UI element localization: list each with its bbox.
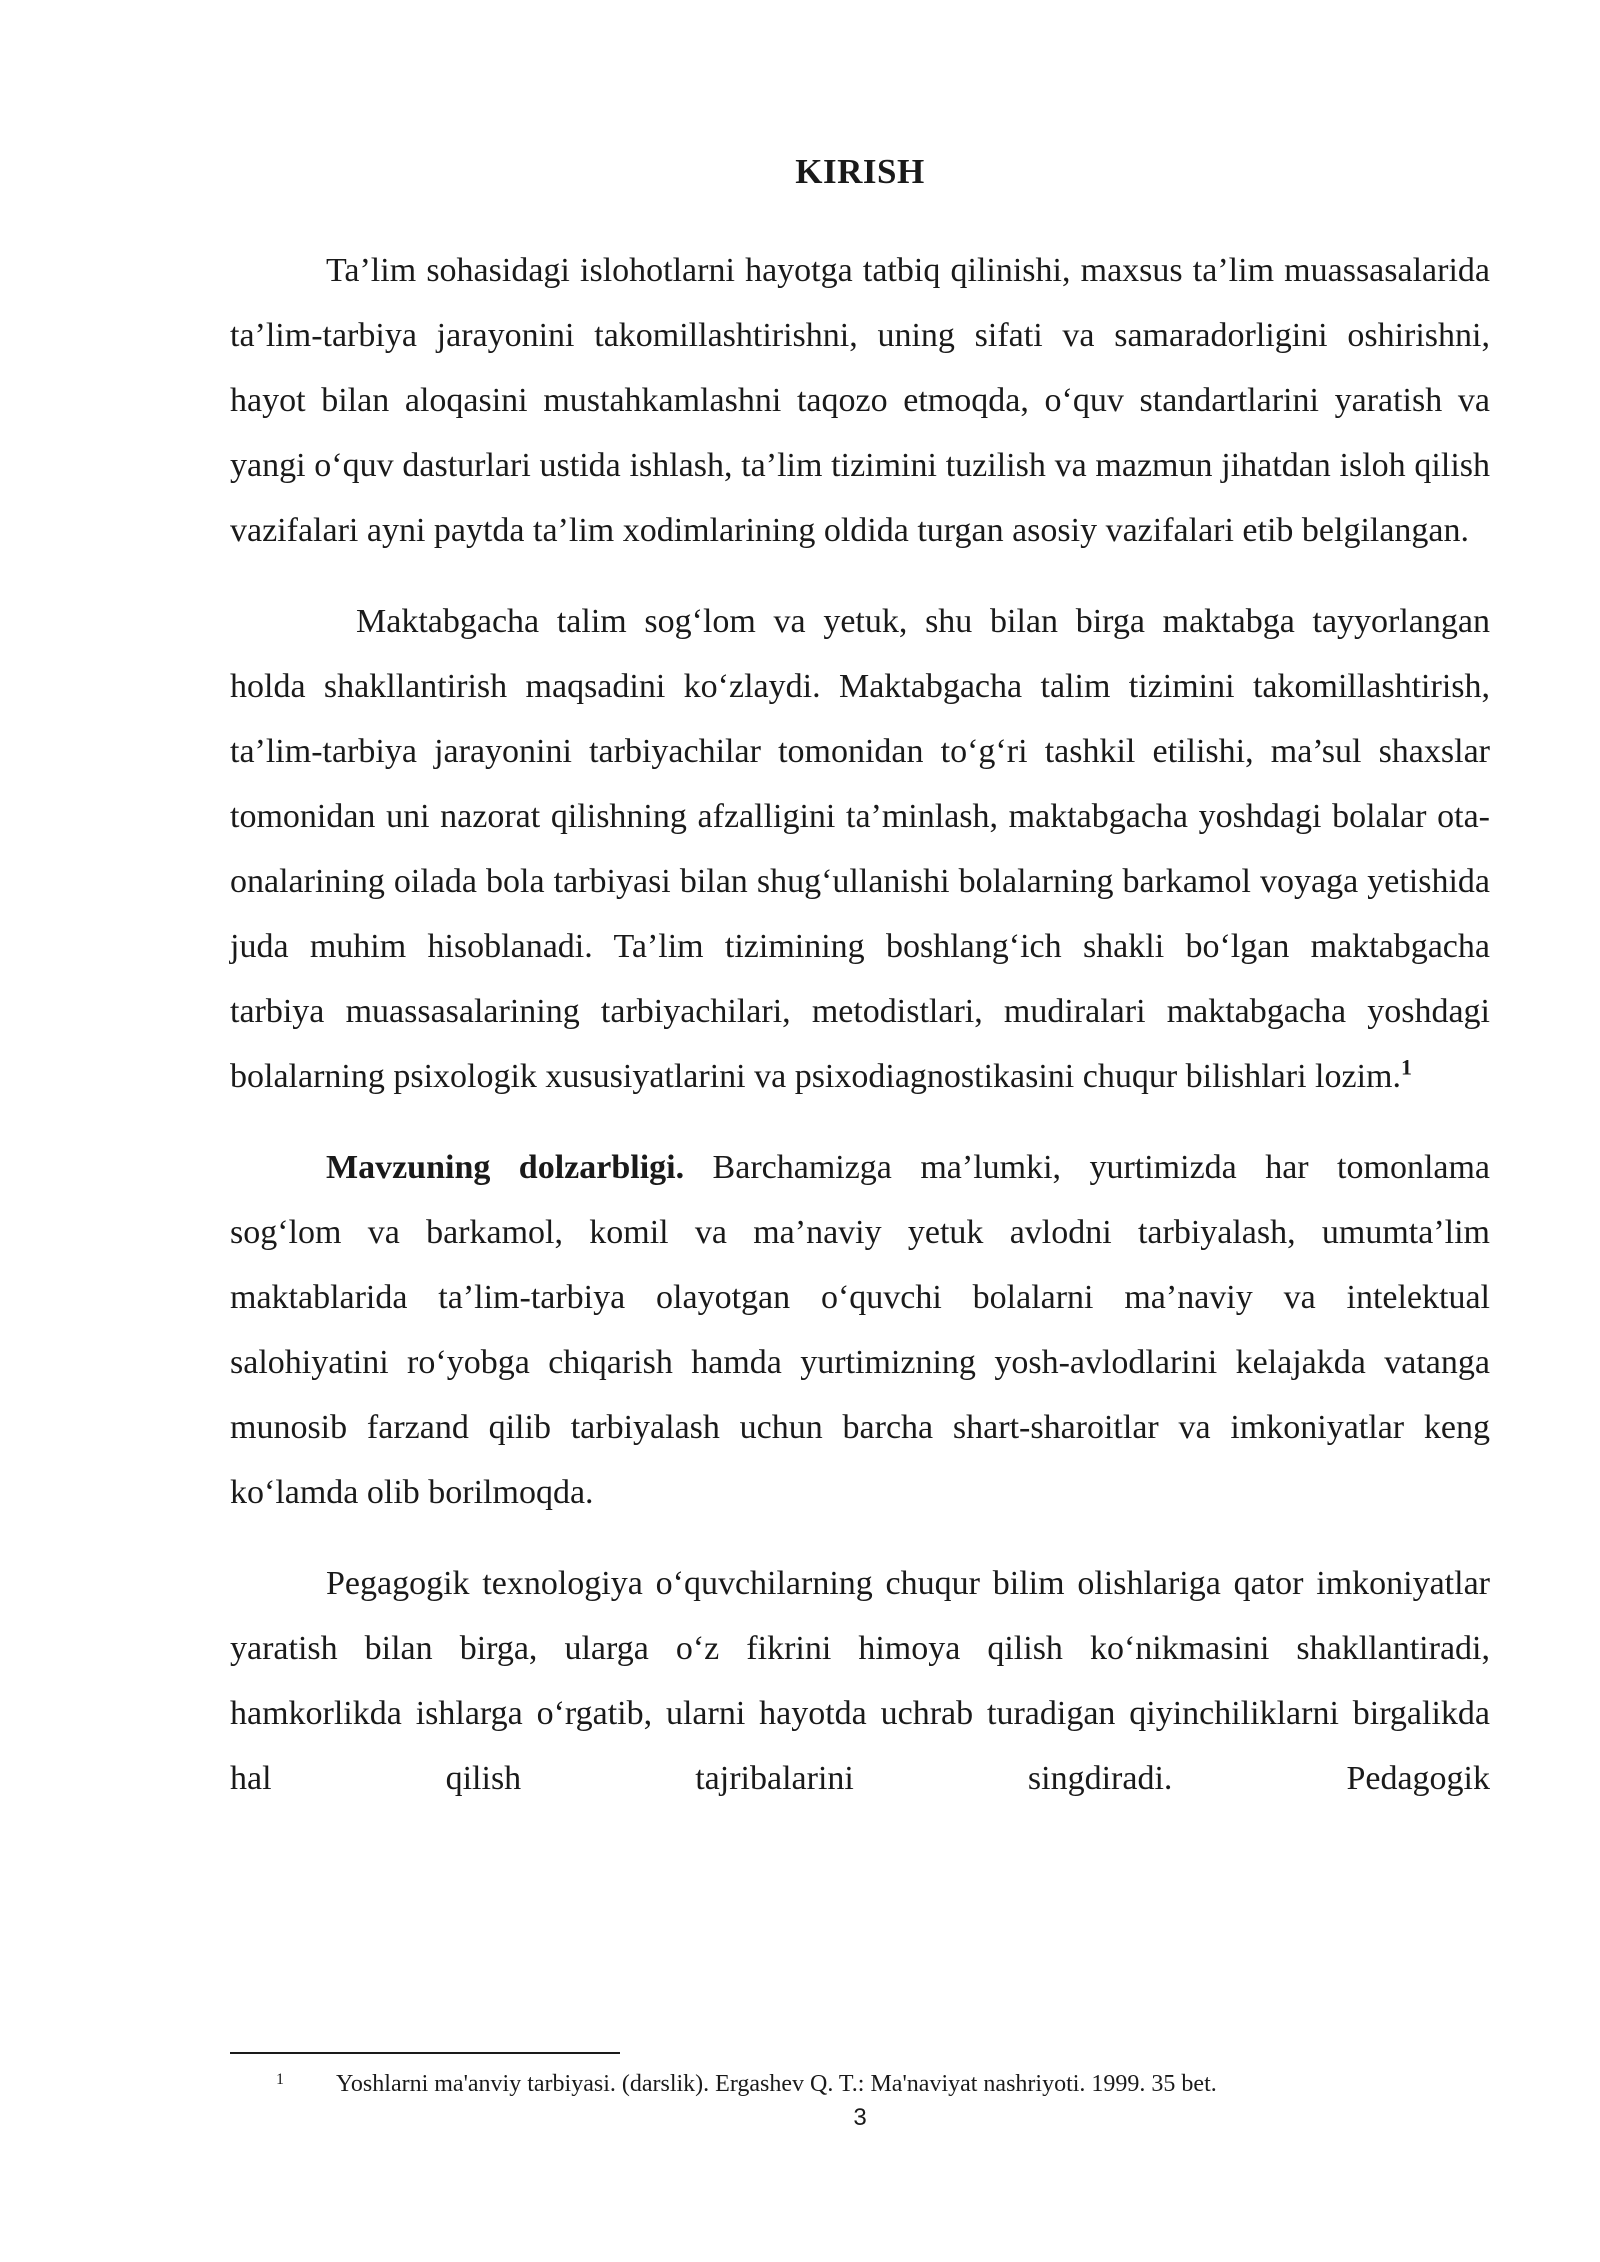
paragraph-4: [230, 1551, 1490, 1811]
page-title: KIRISH: [795, 152, 925, 191]
page-number: 3: [853, 2104, 867, 2131]
paragraph-2-text: Maktabgacha talim sog‘lom va yetuk, shu bilan birga maktabga tayyorlangan holda shakllantirish maqsadini ko‘zlaydi. Maktabgacha talim tizimini takomillashtirish, ta’lim-tarbiya jarayonini tarbiyachilar tomonidan to‘g‘ri tashkil etilishi, ma’sul shaxslar tomonidan uni nazorat qilishning afzalligini ta’minlash, maktabgacha yoshdagi bolalar ota-onalarining oilada bola tarbiyasi bilan shug‘ullanishi bolalarning barkamol voyaga yetishida juda muhim hisoblanadi. Ta’lim tizimining boshlang‘ich shakli bo‘lgan maktabgacha tarbiya muassasalarining tarbiyachilari, metodistlari, mudiralari maktabgacha yoshdagi bolalarning psixologik xususiyatlarini va psixodiagnostikasini chuqur bilishlari lozim.: [230, 603, 1490, 1095]
footnote-reference[interactable]: 1: [1400, 1054, 1412, 1080]
section-heading-inline: Mavzuning dolzarbligi.: [326, 1149, 685, 1186]
paragraph-2: [230, 589, 1490, 1109]
paragraph-3-text: Barchamizga ma’lumki, yurtimizda har tomonlama sog‘lom va barkamol, komil va ma’naviy yetuk avlodni tarbiyalash, umumta’lim maktablarida ta’lim-tarbiya olayotgan o‘quvchi bolalarni ma’naviy va intelektual salohiyatini ro‘yobga chiqarish hamda yurtimizning yosh-avlodlarini kelajakda vatanga munosib farzand qilib tarbiyalash uchun barcha shart-sharoitlar va imkoniyatlar keng ko‘lamda olib borilmoqda.: [230, 1149, 1491, 1511]
paragraph-1-text: Ta’lim sohasidagi islohotlarni hayotga tatbiq qilinishi, maxsus ta’lim muassasalarida ta’lim-tarbiya jarayonini takomillashtirishni, uning sifati va samaradorligini oshirishni, hayot bilan aloqasini mustahkamlashni taqozo etmoqda, o‘quv standartlarini yaratish va yangi o‘quv dasturlari ustida ishlash, ta’lim tizimini tuzilish va mazmun jihatdan isloh qilish vazifalari ayni paytda ta’lim xodimlarining oldida turgan asosiy vazifalari etib belgilangan.: [230, 252, 1490, 549]
footnote: [276, 2064, 1476, 2104]
paragraph-3: [230, 1135, 1490, 1525]
paragraph-4-text: Pegagogik texnologiya o‘quvchilarning chuqur bilim olishlariga qator imkoniyatlar yaratish bilan birga, ularga o‘z fikrini himoya qilish ko‘nikmasini shakllantiradi, hamkorlikda ishlarga o‘rgatib, ularni hayotda uchrab turadigan qiyinchiliklarni birgalikda hal qilish tajribalarini singdiradi. Pedagogik: [230, 1565, 1490, 1797]
paragraph-1: [230, 238, 1490, 563]
footnote-separator: [230, 2052, 620, 2054]
footnote-number: 1: [276, 2071, 284, 2088]
footnote-text: Yoshlarni ma'anviy tarbiyasi. (darslik). Ergashev Q. T.: Ma'naviyat nashriyoti. 1999. 35 bet.: [336, 2071, 1217, 2097]
body-text: [230, 238, 1490, 1837]
